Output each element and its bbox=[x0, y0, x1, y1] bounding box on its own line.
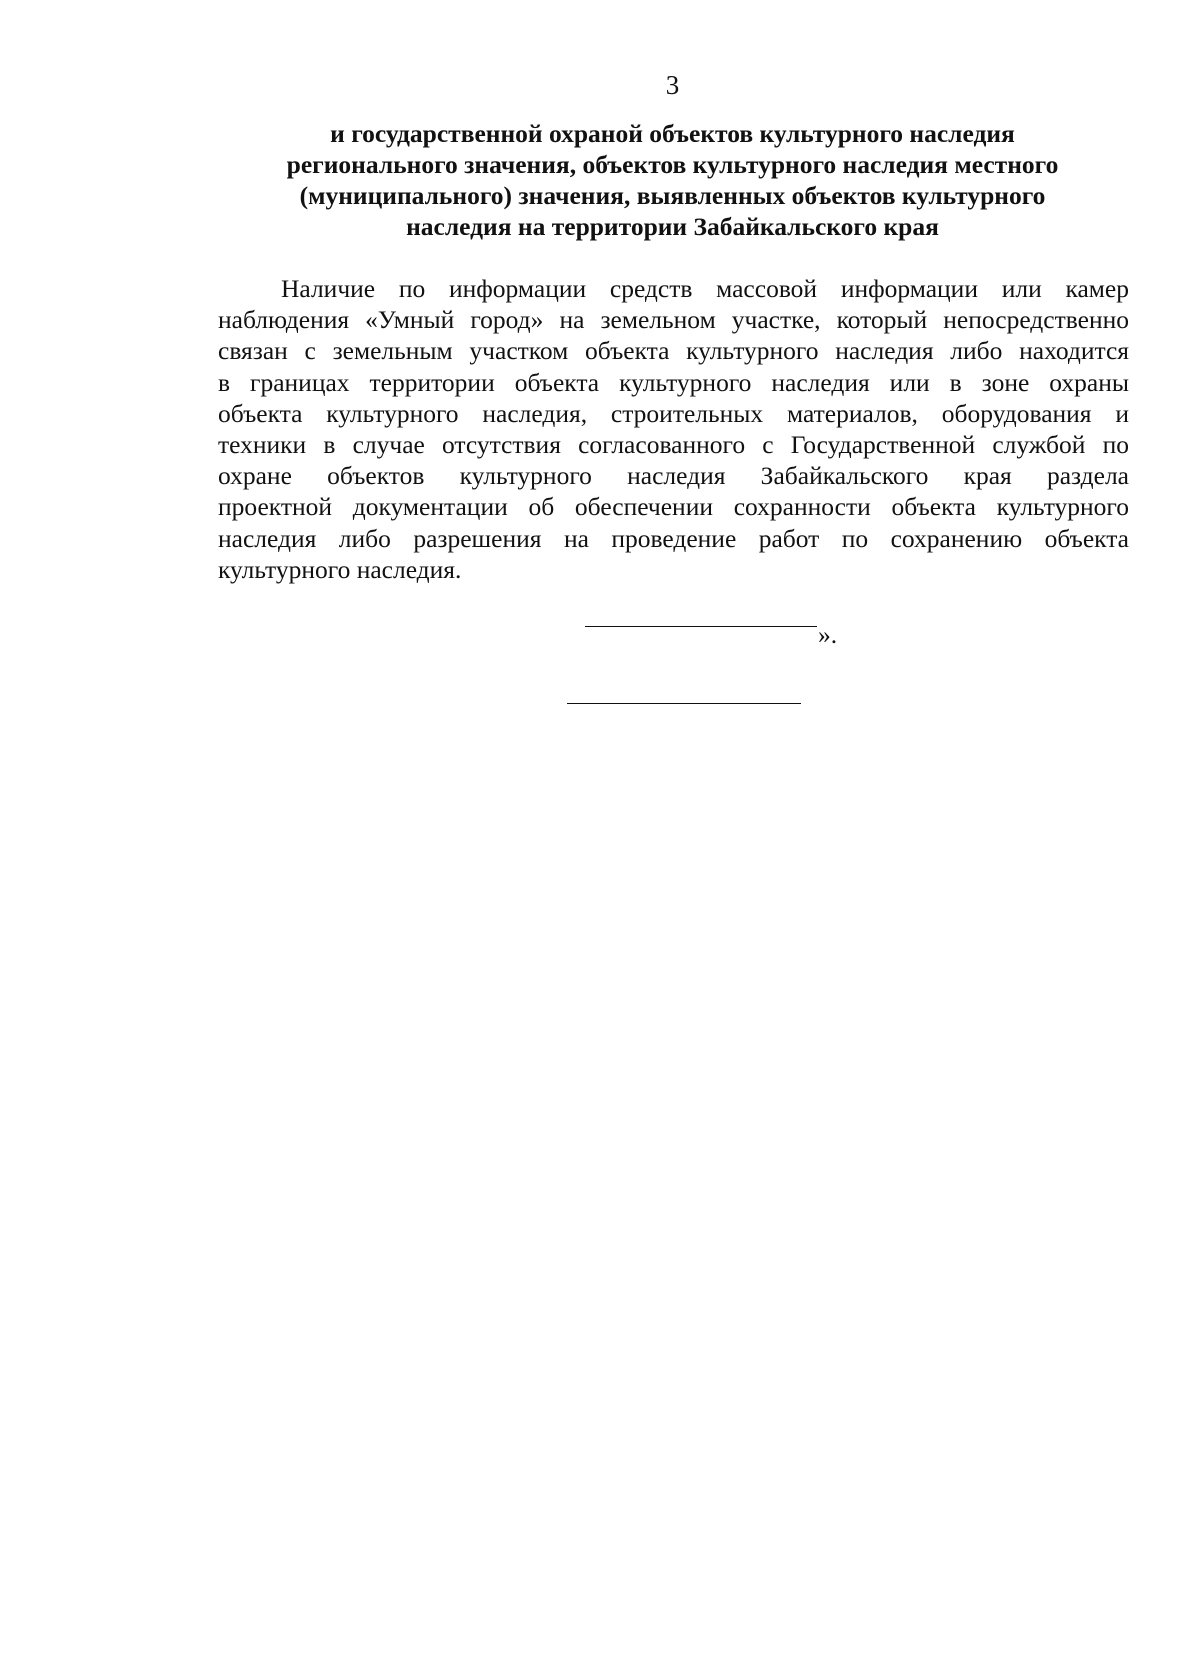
heading-line: и государственной охраной объектов культурного наследия bbox=[330, 119, 1015, 148]
body-line: техники в случае отсутствия согласованного с Государственной службой по bbox=[218, 430, 1129, 460]
body-paragraph bbox=[218, 273, 1129, 585]
end-of-document-rule bbox=[567, 703, 801, 704]
body-line: Наличие по информации средств массовой информации или камер bbox=[281, 274, 1129, 303]
page-number: 3 bbox=[665, 70, 680, 100]
heading-line: (муниципального) значения, выявленных объектов культурного bbox=[299, 181, 1046, 210]
closing-quote: ». bbox=[818, 620, 838, 649]
closing-underline bbox=[585, 626, 817, 627]
body-line: наследия либо разрешения на проведение работ по сохранению объекта bbox=[218, 523, 1129, 553]
body-line: наблюдения «Умный город» на земельном участке, который непосредственно bbox=[218, 305, 1129, 335]
body-line: охране объектов культурного наследия Забайкальского края раздела bbox=[218, 461, 1129, 491]
section-heading bbox=[218, 118, 1127, 242]
body-line: объекта культурного наследия, строительных материалов, оборудования и bbox=[218, 398, 1129, 428]
heading-line: наследия на территории Забайкальского края bbox=[406, 212, 939, 241]
body-line: в границах территории объекта культурного наследия или в зоне охраны bbox=[218, 367, 1129, 397]
heading-line: регионального значения, объектов культурного наследия местного bbox=[286, 150, 1059, 179]
body-line: проектной документации об обеспечении сохранности объекта культурного bbox=[218, 492, 1129, 522]
body-line: культурного наследия. bbox=[218, 554, 462, 584]
body-line: связан с земельным участком объекта культурного наследия либо находится bbox=[218, 336, 1129, 366]
